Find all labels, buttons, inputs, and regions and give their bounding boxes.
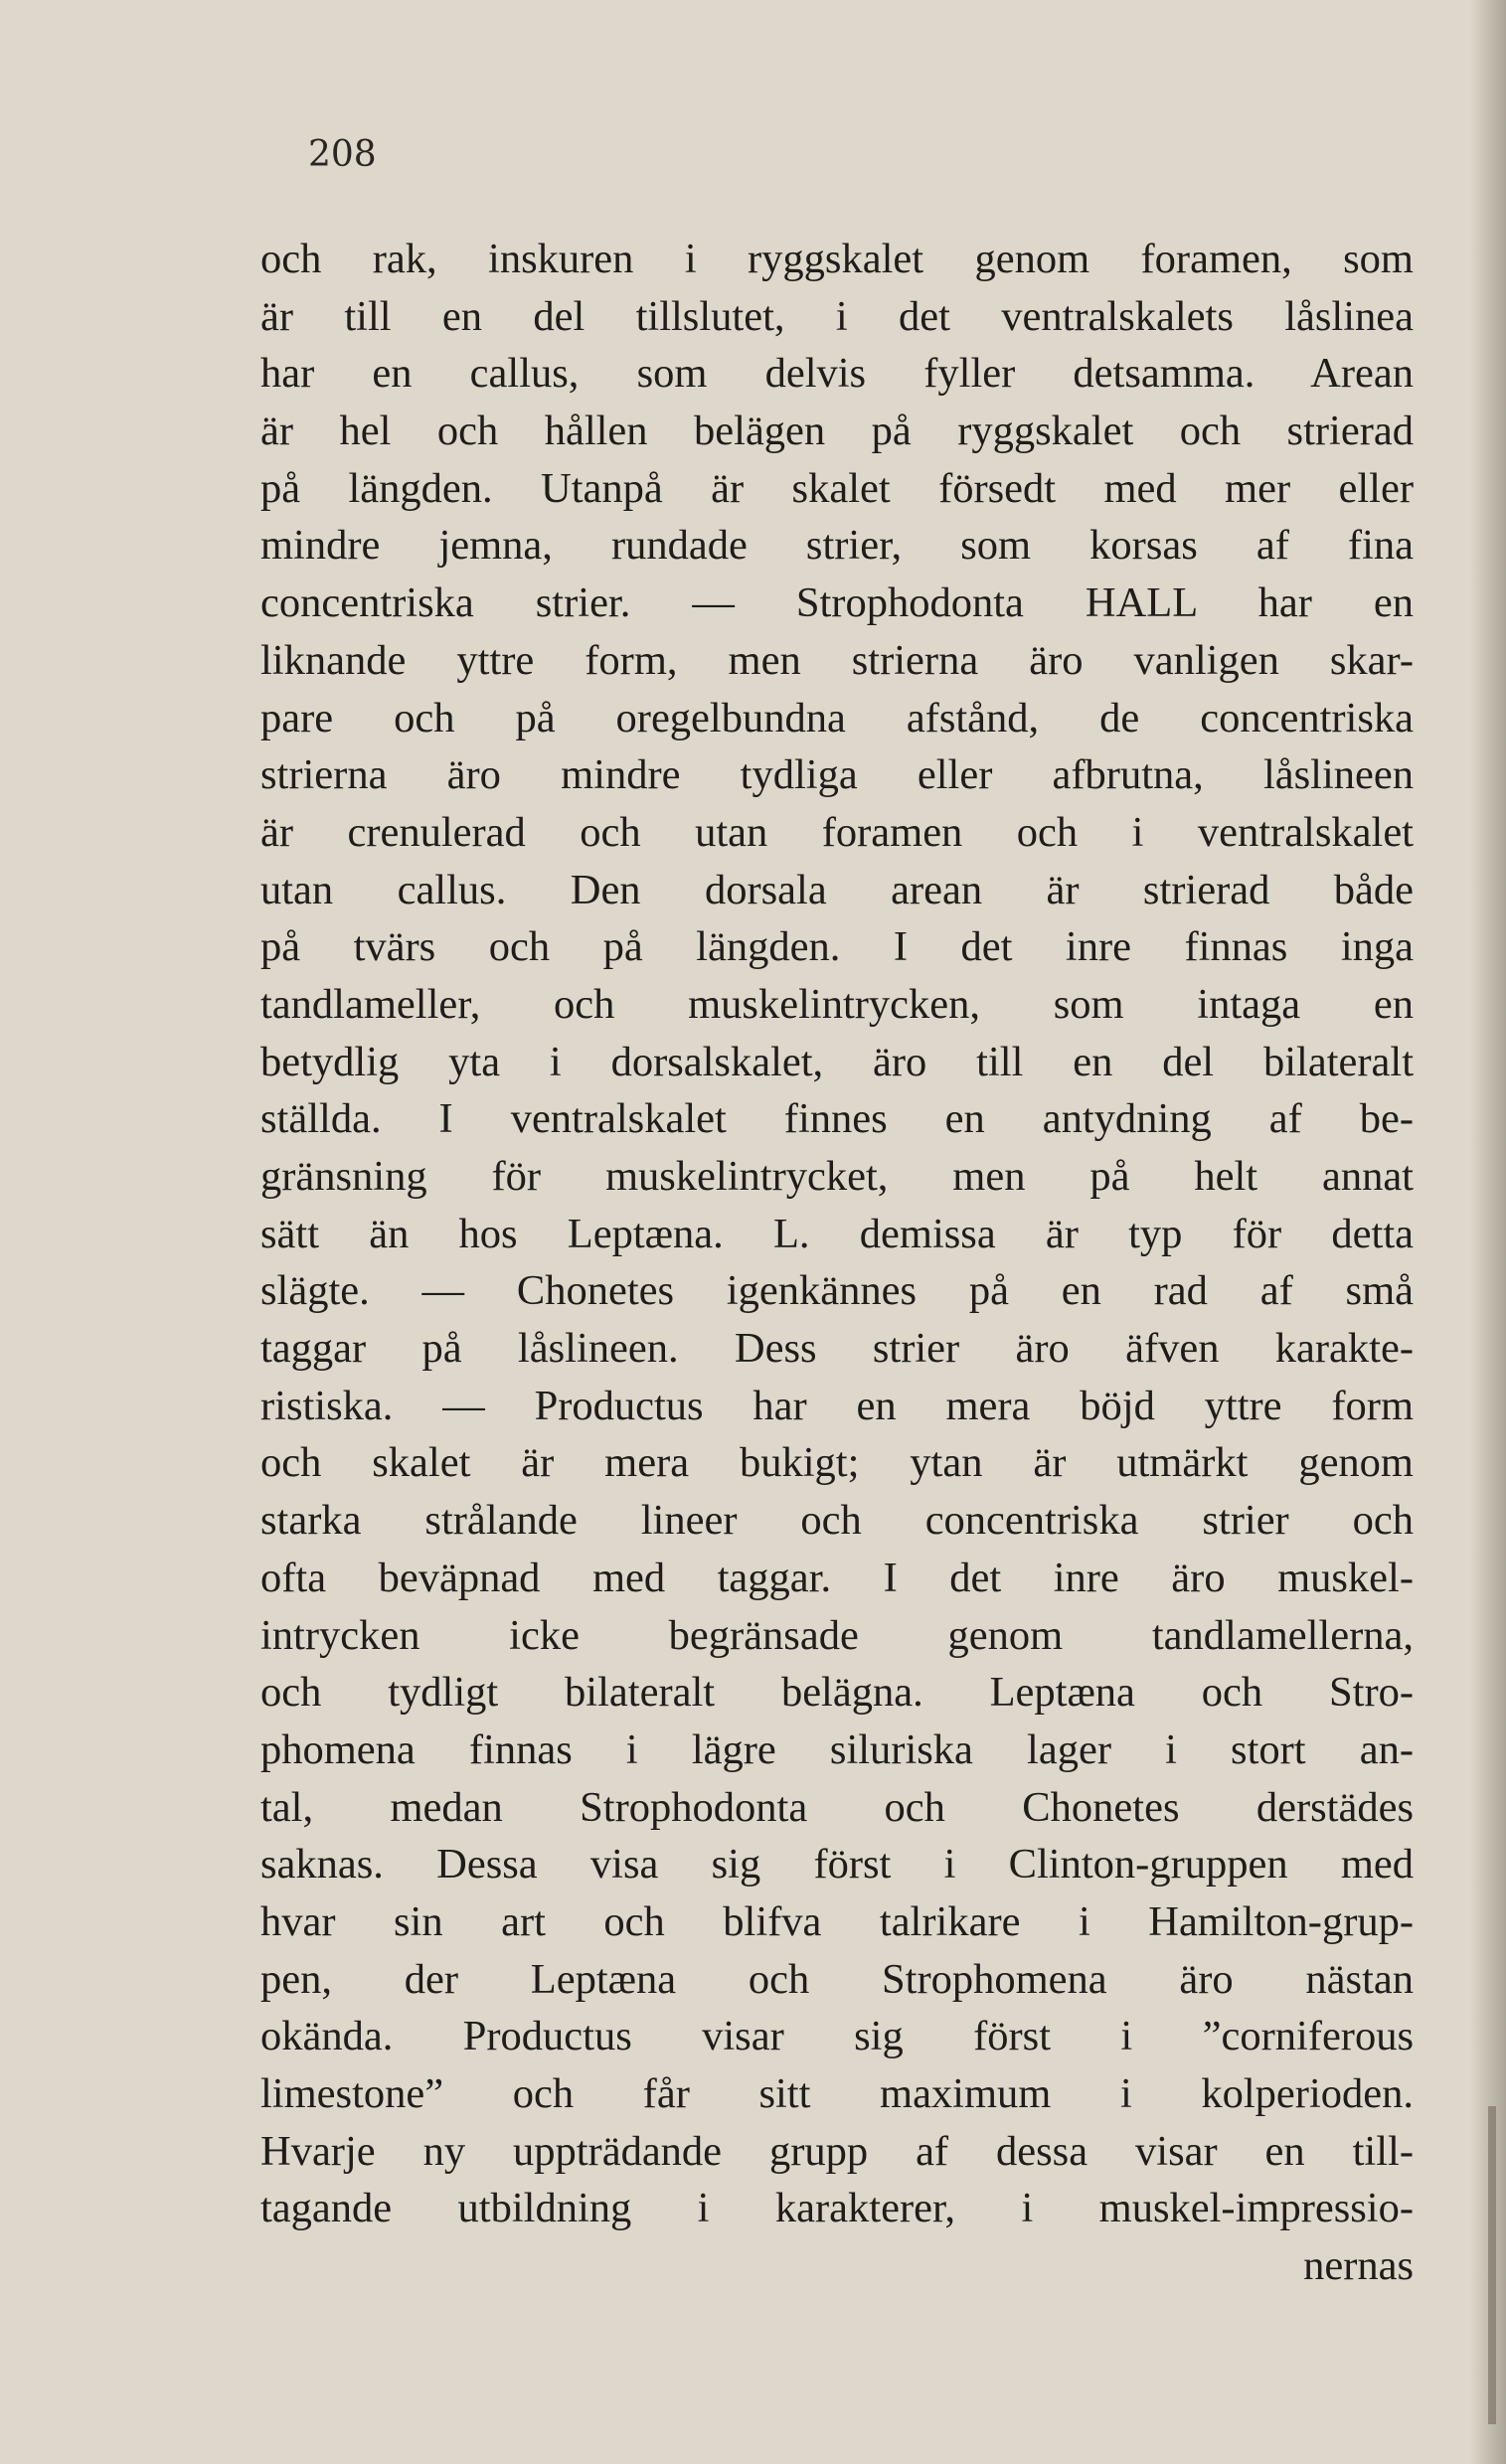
- text-line: taggar på låslineen. Dess strier äro äfven karakte-: [260, 1325, 1414, 1373]
- body-text: [260, 231, 1414, 2295]
- text-line: hvar sin art och blifva talrikare i Hamilton-grup-: [260, 1897, 1414, 1945]
- text-line: starka strålande lineer och concentriska strier och: [260, 1497, 1414, 1545]
- text-line: gränsning för muskelintrycket, men på helt annat: [260, 1153, 1414, 1200]
- text-line: saknas. Dessa visa sig först i Clinton-gruppen med: [260, 1841, 1414, 1889]
- text-line: ristiska. — Productus har en mera böjd yttre form: [260, 1382, 1414, 1429]
- catchword: nernas: [1303, 2242, 1414, 2290]
- text-line: betydlig yta i dorsalskalet, äro till en del bilateralt: [260, 1038, 1414, 1085]
- text-line: okända. Productus visar sig först i ”corniferous: [260, 2013, 1414, 2060]
- text-line: limestone” och får sitt maximum i kolperioden.: [260, 2070, 1414, 2117]
- page-edge-shadow: [1470, 0, 1506, 2464]
- text-line: är crenulerad och utan foramen och i ventralskalet: [260, 808, 1414, 856]
- page-edge-mark: [1488, 2106, 1496, 2424]
- text-line: strierna äro mindre tydliga eller afbrutna, låslineen: [260, 751, 1414, 799]
- text-line: phomena finnas i lägre siluriska lager i stort an-: [260, 1725, 1414, 1773]
- text-line: tagande utbildning i karakterer, i muskel-impressio-: [260, 2185, 1414, 2232]
- page-number: 208: [308, 134, 377, 175]
- text-line: på längden. Utanpå är skalet försedt med mer eller: [260, 464, 1414, 512]
- text-line: är hel och hållen belägen på ryggskalet och strierad: [260, 408, 1414, 455]
- text-line: på tvärs och på längden. I det inre finnas inga: [260, 923, 1414, 971]
- text-line: sätt än hos Leptæna. L. demissa är typ för detta: [260, 1210, 1414, 1257]
- text-line: pen, der Leptæna och Strophomena äro nästan: [260, 1955, 1414, 2003]
- text-line: ofta beväpnad med taggar. I det inre äro muskel-: [260, 1554, 1414, 1601]
- text-line: tal, medan Strophodonta och Chonetes derstädes: [260, 1783, 1414, 1831]
- text-line: concentriska strier. — Strophodonta HALL har en: [260, 579, 1414, 627]
- text-line: tandlameller, och muskelintrycken, som intaga en: [260, 980, 1414, 1028]
- text-line: Hvarje ny uppträdande grupp af dessa visar en till-: [260, 2127, 1414, 2175]
- text-line: och tydligt bilateralt belägna. Leptæna och Stro-: [260, 1669, 1414, 1717]
- text-line: utan callus. Den dorsala arean är strierad både: [260, 866, 1414, 913]
- text-line: pare och på oregelbundna afstånd, de concentriska: [260, 694, 1414, 741]
- text-line: liknande yttre form, men strierna äro vanligen skar-: [260, 636, 1414, 684]
- text-line: slägte. — Chonetes igenkännes på en rad af små: [260, 1267, 1414, 1315]
- text-line: och skalet är mera bukigt; ytan är utmärkt genom: [260, 1439, 1414, 1487]
- text-line: intrycken icke begränsade genom tandlamellerna,: [260, 1611, 1414, 1659]
- text-line: är till en del tillslutet, i det ventralskalets låslinea: [260, 292, 1414, 340]
- text-line: och rak, inskuren i ryggskalet genom foramen, som: [260, 236, 1414, 282]
- text-line: har en callus, som delvis fyller detsamma. Arean: [260, 350, 1414, 398]
- text-line: ställda. I ventralskalet finnes en antydning af be-: [260, 1095, 1414, 1143]
- text-line: mindre jemna, rundade strier, som korsas af fina: [260, 522, 1414, 570]
